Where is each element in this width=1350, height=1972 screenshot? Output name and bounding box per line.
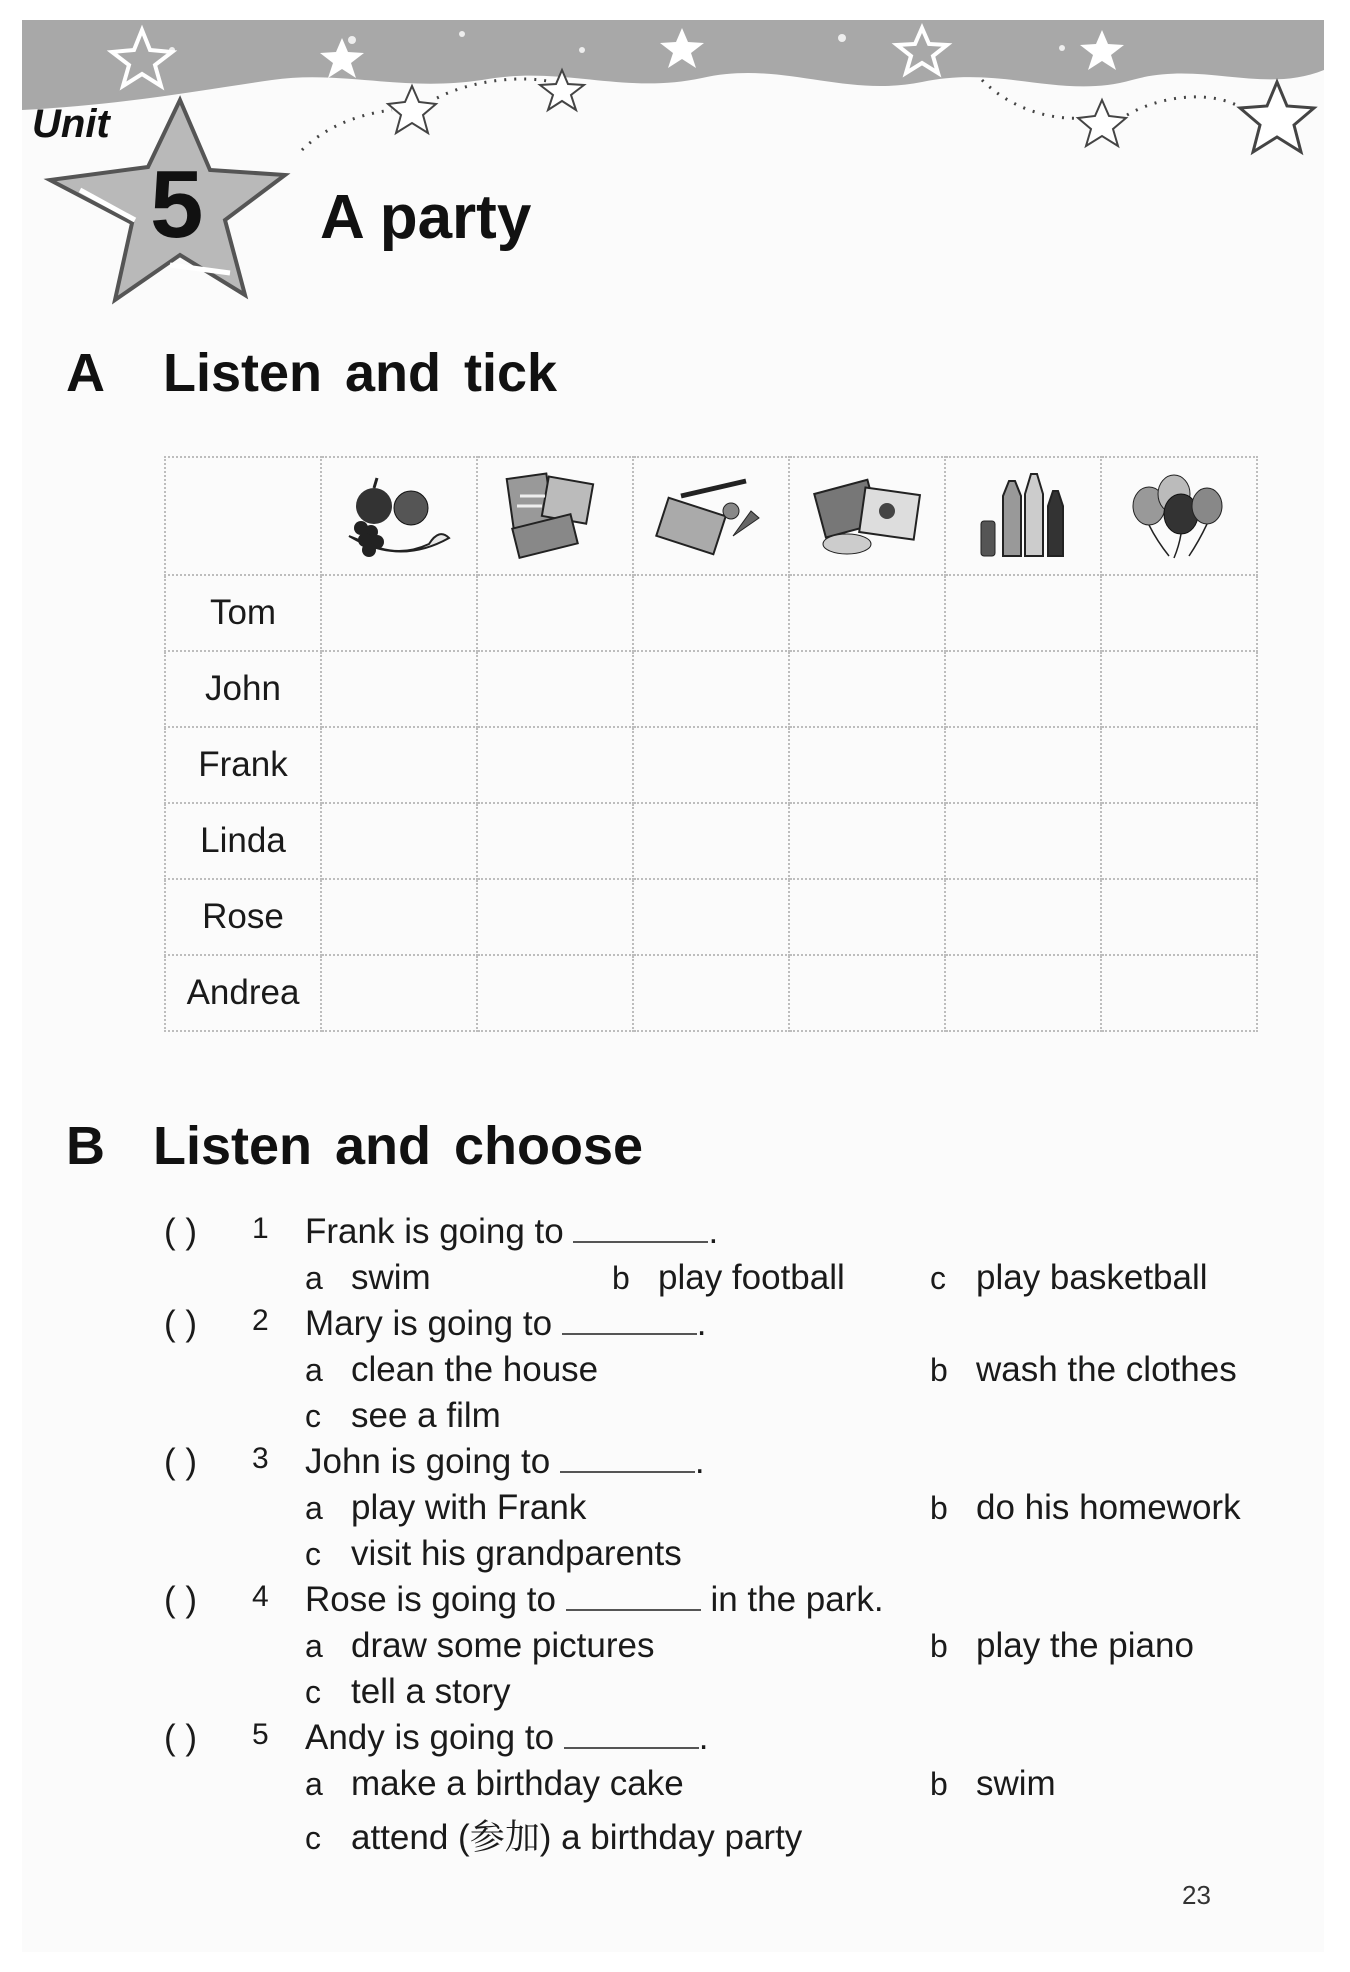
row-name: Rose [165,879,321,955]
tick-cell[interactable] [477,955,633,1031]
column-drinks [945,457,1101,575]
tick-cell[interactable] [633,803,789,879]
tick-row-linda [165,803,1257,879]
question-text-end: . [698,1718,709,1757]
question-3 [305,1442,705,1482]
question-text: Andy is going to [305,1718,555,1757]
question-4 [305,1580,884,1620]
option-a: a swim [305,1258,431,1297]
tick-cell[interactable] [1101,955,1257,1031]
star-icon [1078,100,1126,146]
tick-cell[interactable] [321,955,477,1031]
unit-title: A party [320,183,532,252]
tick-row-john [165,651,1257,727]
tick-cell[interactable] [789,955,945,1031]
star-icon [388,86,436,133]
tick-table-header [165,457,1257,575]
tick-row-frank [165,727,1257,803]
tick-cell[interactable] [633,727,789,803]
answer-bracket[interactable]: ( ) [164,1212,198,1251]
tick-cell[interactable] [633,575,789,651]
games-toys-icon [651,466,771,566]
corner-cell [165,457,321,575]
balloons-icon [1119,466,1239,566]
option-b: b play football [612,1258,845,1297]
answer-bracket[interactable]: ( ) [164,1580,198,1619]
answer-blank[interactable] [562,1305,697,1335]
section-b-letter: B [66,1116,105,1176]
row-name: Frank [165,727,321,803]
question-1 [305,1212,718,1252]
drinks-icon [963,466,1083,566]
row-name: Andrea [165,955,321,1031]
section-a-letter: A [66,343,105,403]
row-name: John [165,651,321,727]
tick-cell[interactable] [1101,727,1257,803]
option-c: c visit his grandparents [305,1534,682,1573]
tick-cell[interactable] [945,879,1101,955]
question-number: 1 [252,1212,269,1245]
question-2 [305,1304,707,1344]
column-games [633,457,789,575]
snacks-icon [495,466,615,566]
section-b-title: Listen and choose [153,1116,644,1176]
question-text-end: . [696,1304,707,1343]
answer-bracket[interactable]: ( ) [164,1718,198,1757]
tick-row-andrea [165,955,1257,1031]
tick-cell[interactable] [789,575,945,651]
question-number: 5 [252,1718,269,1751]
tick-row-rose [165,879,1257,955]
page-number: 23 [1182,1880,1211,1910]
tick-cell[interactable] [321,803,477,879]
tick-cell[interactable] [1101,651,1257,727]
tick-row-tom [165,575,1257,651]
option-b: b play the piano [930,1626,1194,1665]
section-a-title: Listen and tick [163,343,558,403]
tick-cell[interactable] [945,955,1101,1031]
question-text-end: in the park. [710,1580,884,1619]
column-snacks [477,457,633,575]
option-b: b wash the clothes [930,1350,1237,1389]
tick-cell[interactable] [1101,879,1257,955]
column-fruit [321,457,477,575]
option-b: b swim [930,1764,1056,1803]
question-number: 4 [252,1580,269,1613]
option-c: c tell a story [305,1672,511,1711]
question-number: 2 [252,1304,269,1337]
question-text-end: . [694,1442,705,1481]
column-books [789,457,945,575]
option-c: c see a film [305,1396,501,1435]
question-text: Frank is going to [305,1212,564,1251]
answer-blank[interactable] [573,1213,708,1243]
tick-cell[interactable] [321,879,477,955]
question-text: John is going to [305,1442,551,1481]
tick-cell[interactable] [633,955,789,1031]
unit-number: 5 [150,151,204,258]
tick-cell[interactable] [321,651,477,727]
tick-cell[interactable] [477,575,633,651]
tick-cell[interactable] [321,727,477,803]
tick-cell[interactable] [789,651,945,727]
tick-cell[interactable] [789,727,945,803]
books-pictures-icon [807,466,927,566]
tick-cell[interactable] [945,575,1101,651]
fruit-icon [339,466,459,566]
row-name: Tom [165,575,321,651]
option-c: c play basketball [930,1258,1208,1297]
tick-cell[interactable] [945,803,1101,879]
option-a: a clean the house [305,1350,599,1389]
question-number: 3 [252,1442,269,1475]
option-a: a play with Frank [305,1488,587,1527]
tick-table [164,456,1258,1032]
tick-cell[interactable] [633,651,789,727]
answer-bracket[interactable]: ( ) [164,1304,198,1343]
tick-cell[interactable] [1101,575,1257,651]
tick-cell[interactable] [477,651,633,727]
answer-blank[interactable] [560,1443,695,1473]
tick-cell[interactable] [789,879,945,955]
question-text-end: . [708,1212,719,1251]
option-a: a make a birthday cake [305,1764,684,1803]
unit-label: Unit [32,102,110,146]
option-c: c attend (参加) a birthday party [305,1818,803,1857]
tick-cell[interactable] [477,727,633,803]
tick-cell[interactable] [633,879,789,955]
answer-blank[interactable] [566,1581,701,1611]
tick-cell[interactable] [477,803,633,879]
question-text: Mary is going to [305,1304,553,1343]
star-icon [1240,82,1314,152]
tick-cell[interactable] [789,803,945,879]
tick-cell[interactable] [1101,803,1257,879]
tick-cell[interactable] [945,651,1101,727]
question-5 [305,1718,709,1758]
column-balloons [1101,457,1257,575]
answer-bracket[interactable]: ( ) [164,1442,198,1481]
question-text: Rose is going to [305,1580,556,1619]
answer-blank[interactable] [564,1719,699,1749]
tick-cell[interactable] [477,879,633,955]
tick-cell[interactable] [945,727,1101,803]
option-b: b do his homework [930,1488,1241,1527]
row-name: Linda [165,803,321,879]
tick-cell[interactable] [321,575,477,651]
option-a: a draw some pictures [305,1626,655,1665]
